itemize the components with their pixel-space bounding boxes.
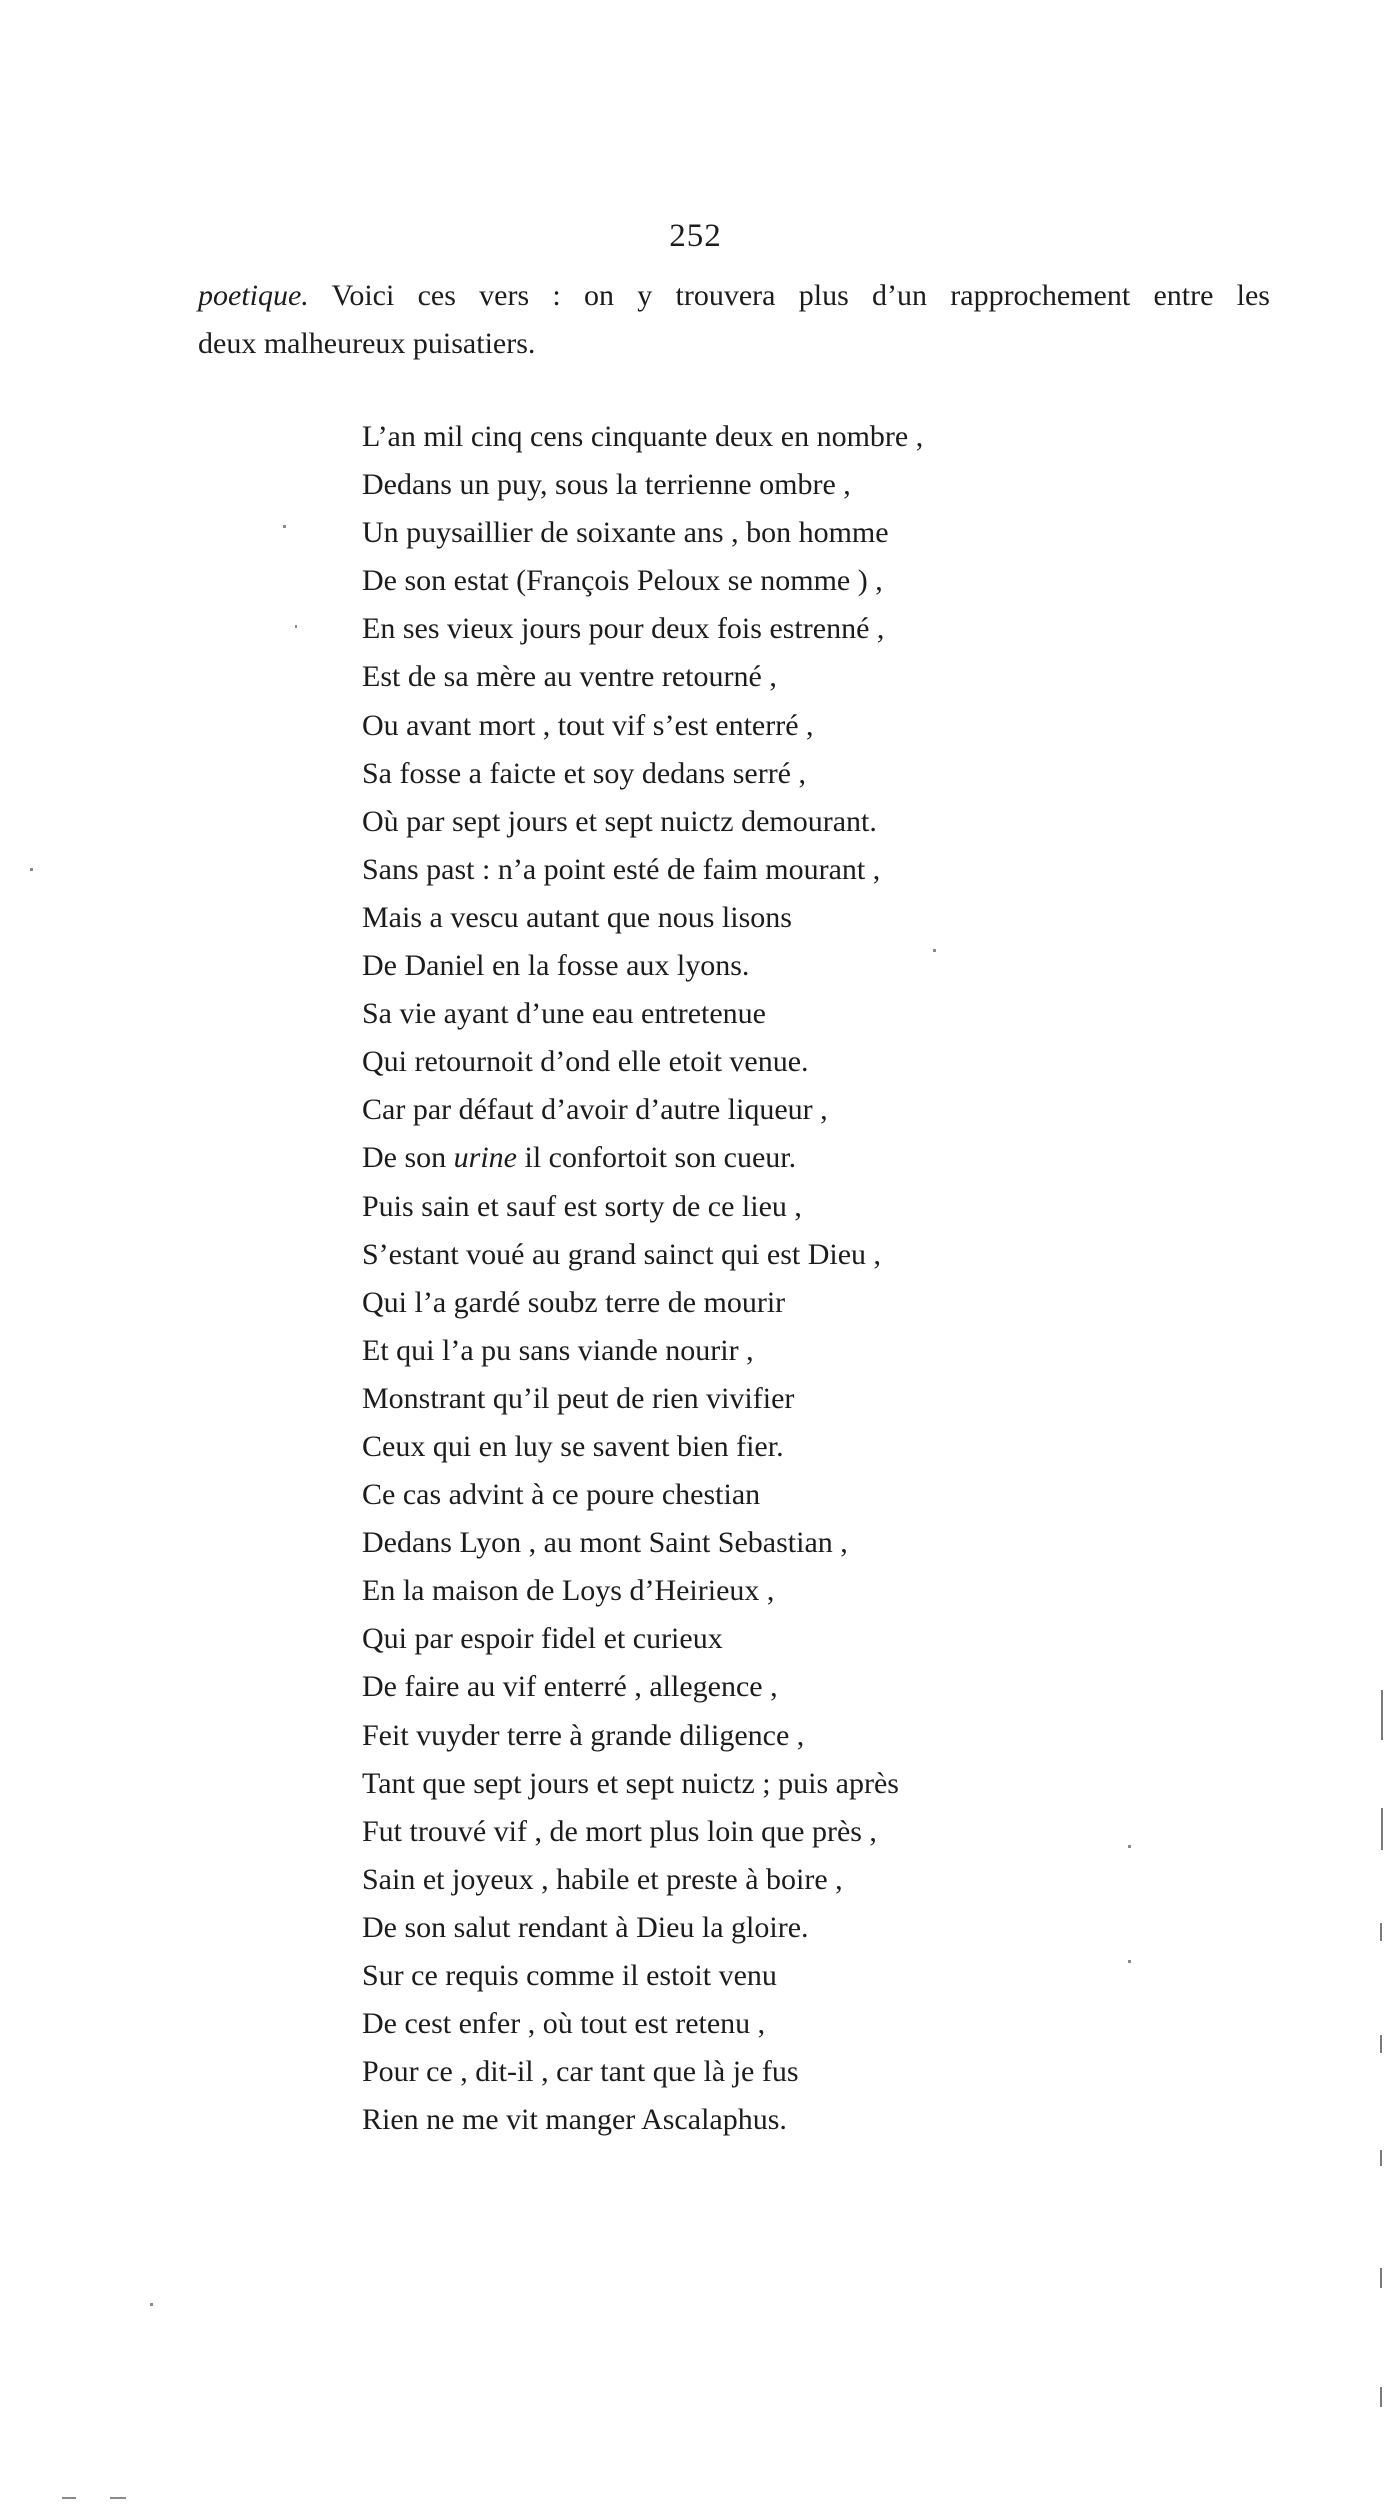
poem-line: S’estant voué au grand sainct qui est Dieu , (362, 1237, 882, 1271)
scan-speck (30, 868, 33, 871)
poem-line: En ses vieux jours pour deux fois estrenné , (362, 612, 885, 646)
poem-line: De son salut rendant à Dieu la gloire. (362, 1910, 809, 1944)
scan-speck (933, 949, 936, 952)
poem-line: Sa fosse a faicte et soy dedans serré , (362, 756, 806, 790)
scan-mark (1380, 2268, 1382, 2288)
scan-speck (1128, 1845, 1131, 1848)
poem-line-end: il confortoit son cueur. (516, 1141, 797, 1175)
poem-line: Un puysaillier de soixante ans , bon homme (362, 516, 889, 550)
poem-line: Sans past : n’a point esté de faim mourant , (362, 852, 881, 886)
poem-line: Sa vie ayant d’une eau entretenue (362, 997, 766, 1031)
poem-line: Ou avant mort , tout vif s’est enterré , (362, 708, 814, 742)
poem-line: Feit vuyder terre à grande diligence , (362, 1718, 805, 1752)
poem-line: Rien ne me vit manger Ascalaphus. (362, 2103, 787, 2137)
page-number: 252 (669, 218, 722, 254)
poem-line: Où par sept jours et sept nuictz demourant. (362, 804, 877, 838)
scan-speck (62, 2497, 76, 2499)
scan-mark (1381, 1690, 1383, 1740)
poem-line: Ceux qui en luy se savent bien fier. (362, 1429, 784, 1463)
poem-line: Pour ce , dit-il , car tant que là je fus (362, 2055, 799, 2089)
scan-mark (1380, 2150, 1382, 2166)
intro-line-2: deux malheureux puisatiers. (198, 327, 536, 360)
poem-line: Sur ce requis comme il estoit venu (362, 1959, 777, 1992)
poem-line-start: De son (362, 1141, 454, 1175)
poem-line: Dedans un puy, sous la terrienne ombre , (362, 468, 851, 502)
poem-line: Sain et joyeux , habile et preste à boire , (362, 1862, 843, 1896)
poem-line: Est de sa mère au ventre retourné , (362, 660, 777, 694)
poem-line: De son estat (François Peloux se nomme ) , (362, 564, 883, 598)
poem-line: Monstrant qu’il peut de rien vivifier (362, 1381, 795, 1415)
poem-line: Qui l’a gardé soubz terre de mourir (362, 1285, 786, 1319)
scan-mark (1380, 2035, 1382, 2053)
poem-line: Qui par espoir fidel et curieux (362, 1622, 723, 1656)
scan-mark (1380, 1923, 1382, 1941)
poem-line: Ce cas advint à ce poure chestian (362, 1478, 761, 1512)
poem (362, 413, 1122, 2144)
intro-paragraph (198, 272, 1270, 368)
poem-line: Dedans Lyon , au mont Saint Sebastian , (362, 1526, 848, 1560)
poem-line: En la maison de Loys d’Heirieux , (362, 1574, 775, 1608)
poem-line (362, 1134, 1122, 1182)
poem-line: Car par défaut d’avoir d’autre liqueur , (362, 1093, 828, 1127)
scan-speck (295, 625, 297, 628)
poem-italic-word: urine (453, 1141, 517, 1175)
scan-mark (1381, 1808, 1383, 1850)
scan-speck (110, 2497, 126, 2499)
scan-speck (1128, 1960, 1131, 1963)
poem-line: De cest enfer , où tout est retenu , (362, 2007, 766, 2041)
poem-line: Mais a vescu autant que nous lisons (362, 900, 792, 934)
poem-line: De Daniel en la fosse aux lyons. (362, 949, 750, 983)
poem-line: Et qui l’a pu sans viande nourir , (362, 1333, 754, 1367)
intro-italic-word: poetique. (198, 279, 309, 312)
scan-speck (283, 525, 286, 528)
poem-line: Puis sain et sauf est sorty de ce lieu , (362, 1189, 802, 1223)
poem-line: De faire au vif enterré , allegence , (362, 1670, 778, 1704)
poem-line: Tant que sept jours et sept nuictz ; puis après (362, 1766, 899, 1800)
intro-line-1 (198, 272, 1270, 320)
scan-mark (1380, 2387, 1382, 2407)
poem-line: L’an mil cinq cens cinquante deux en nombre , (362, 420, 924, 453)
poem-line: Qui retournoit d’ond elle etoit venue. (362, 1045, 809, 1079)
scan-speck (150, 2303, 153, 2306)
poem-line: Fut trouvé vif , de mort plus loin que près , (362, 1814, 877, 1848)
intro-line-1-text: Voici ces vers : on y trouvera plus d’un rapprochement entre les (308, 279, 1270, 312)
